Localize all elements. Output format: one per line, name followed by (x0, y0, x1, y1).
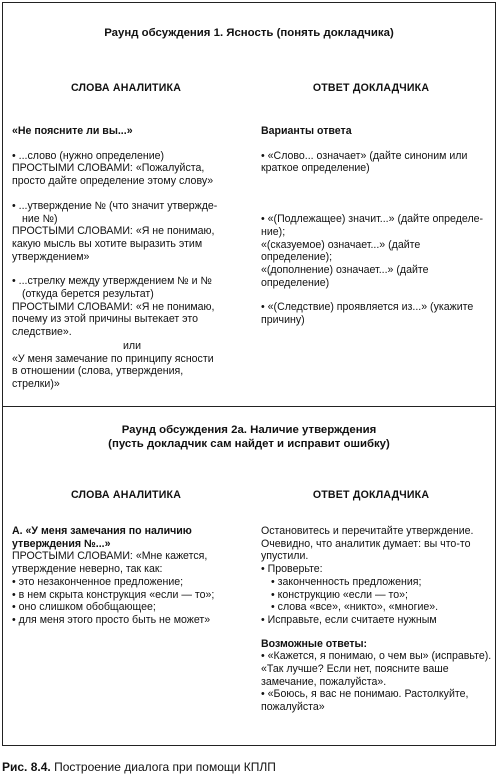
text-line: стрелки)» (12, 377, 60, 390)
text-line: «(дополнение) означает...» (дайте определение) (261, 263, 429, 289)
text-line: упустили. (261, 550, 309, 563)
round2-analyst-heading: СЛОВА АНАЛИТИКА (70, 489, 182, 501)
bullet-item: • это незаконченное предложение; (12, 576, 256, 589)
round1-speaker-heading: ОТВЕТ ДОКЛАДЧИКА (312, 82, 430, 94)
round2-speaker-heading: ОТВЕТ ДОКЛАДЧИКА (312, 489, 430, 501)
speaker-item-word (261, 150, 493, 175)
text-line: «У меня замечание по принципу ясности (12, 352, 214, 365)
text-line: • «(Следствие) проявляется из...» (укажите (261, 301, 474, 314)
text-line: причину) (261, 314, 305, 327)
text-line: ние №) (22, 212, 58, 225)
round2-title-line2: (пусть докладчик сам найдет и исправит ошибку) (108, 437, 390, 450)
text-line: краткое определение) (261, 162, 370, 175)
text-line: пожалуйста» (261, 701, 325, 714)
text-line: Остановитесь и перечитайте утверждение. (261, 525, 474, 537)
text-line: ПРОСТЫМИ СЛОВАМИ: «Мне кажется, (12, 550, 208, 563)
analyst-intro: «Не поясните ли вы...» (12, 125, 133, 137)
round1-speaker-column (261, 125, 493, 327)
text-line: какую мысль вы хотите выразить этим (12, 237, 203, 250)
text-line: ПРОСТЫМИ СЛОВАМИ: «Я не понимаю, (12, 225, 215, 238)
round1-title: Раунд обсуждения 1. Ясность (понять докладчика) (104, 27, 394, 39)
round2-speaker-column (261, 525, 493, 714)
round2-section (3, 406, 495, 746)
text-line: «Так лучше? Если нет, поясните ваше (261, 663, 449, 676)
text-line: ПРОСТЫМИ СЛОВАМИ: «Пожалуйста, (12, 162, 205, 175)
text-line: почему из этой причины вытекает это (12, 313, 198, 326)
text-line: утверждения №...» (12, 537, 111, 550)
figure-frame (2, 2, 496, 746)
bullet-item: • Проверьте: (261, 563, 493, 576)
caption-label: Рис. 8.4. (2, 760, 51, 774)
figure-caption (2, 760, 276, 774)
caption-text: Построение диалога при помощи КПЛП (54, 760, 276, 774)
text-line: просто дайте определение этому слову» (12, 175, 214, 188)
analyst-item-word (12, 150, 252, 188)
round2-title-line1: Раунд обсуждения 2а. Наличие утверждения (121, 424, 377, 436)
text-line: • «Кажется, я понимаю, о чем вы» (исправьте). (261, 650, 492, 663)
text-line: • ...стрелку между утверждением № и № (12, 275, 212, 288)
round1-analyst-column (12, 125, 252, 391)
text-line: (откуда берется результат) (22, 288, 154, 301)
text-line: • ...слово (нужно определение) (12, 149, 165, 162)
text-line: Очевидно, что аналитик думает: вы что-то (261, 537, 471, 550)
text-line: • ...утверждение № (что значит утвержде- (12, 199, 218, 212)
bullet-item: • законченность предложения; (261, 576, 493, 589)
text-line: • «(Подлежащее) значит...» (дайте определе- (261, 213, 484, 226)
text-line: утверждение неверно, так как: (12, 563, 163, 576)
speaker-item-arrow (261, 301, 493, 326)
bullet-item: • для меня этого просто быть не может» (12, 614, 256, 627)
text-line: ние); (261, 225, 286, 238)
round2-analyst-column (12, 525, 256, 627)
speaker-item-statement (261, 213, 493, 289)
text-line: • «Боюсь, я вас не понимаю. Растолкуйте, (261, 688, 469, 701)
text-line: следствие». (12, 326, 72, 339)
text-line: А. «У меня замечания по наличию (12, 525, 192, 537)
text-line: утверждением» (12, 250, 90, 263)
possible-answers-heading: Возможные ответы: (261, 637, 368, 650)
round1-analyst-heading: СЛОВА АНАЛИТИКА (70, 82, 182, 94)
analyst-item-statement (12, 200, 252, 264)
analyst-item-arrow (12, 275, 252, 339)
text-line: «(сказуемое) означает...» (дайте определение); (261, 238, 421, 264)
speaker-intro: Варианты ответа (261, 125, 352, 137)
text-line: в отношении (слова, утверждения, (12, 365, 184, 378)
bullet-item: • конструкцию «если — то»; (261, 589, 493, 602)
bullet-item: • в нем скрыта конструкция «если — то»; (12, 589, 256, 602)
round2-title (3, 424, 495, 452)
text-line: замечание, пожалуйста». (261, 675, 387, 688)
or-word: или (122, 339, 142, 352)
bullet-item: • Исправьте, если считаете нужным (261, 614, 493, 627)
bullet-item: • слова «все», «никто», «многие». (261, 601, 493, 614)
round1-section (3, 3, 495, 406)
text-line: • «Слово... означает» (дайте синоним или (261, 149, 468, 162)
bullet-item: • оно слишком обобщающее; (12, 601, 256, 614)
text-line: ПРОСТЫМИ СЛОВАМИ: «Я не понимаю, (12, 300, 215, 313)
